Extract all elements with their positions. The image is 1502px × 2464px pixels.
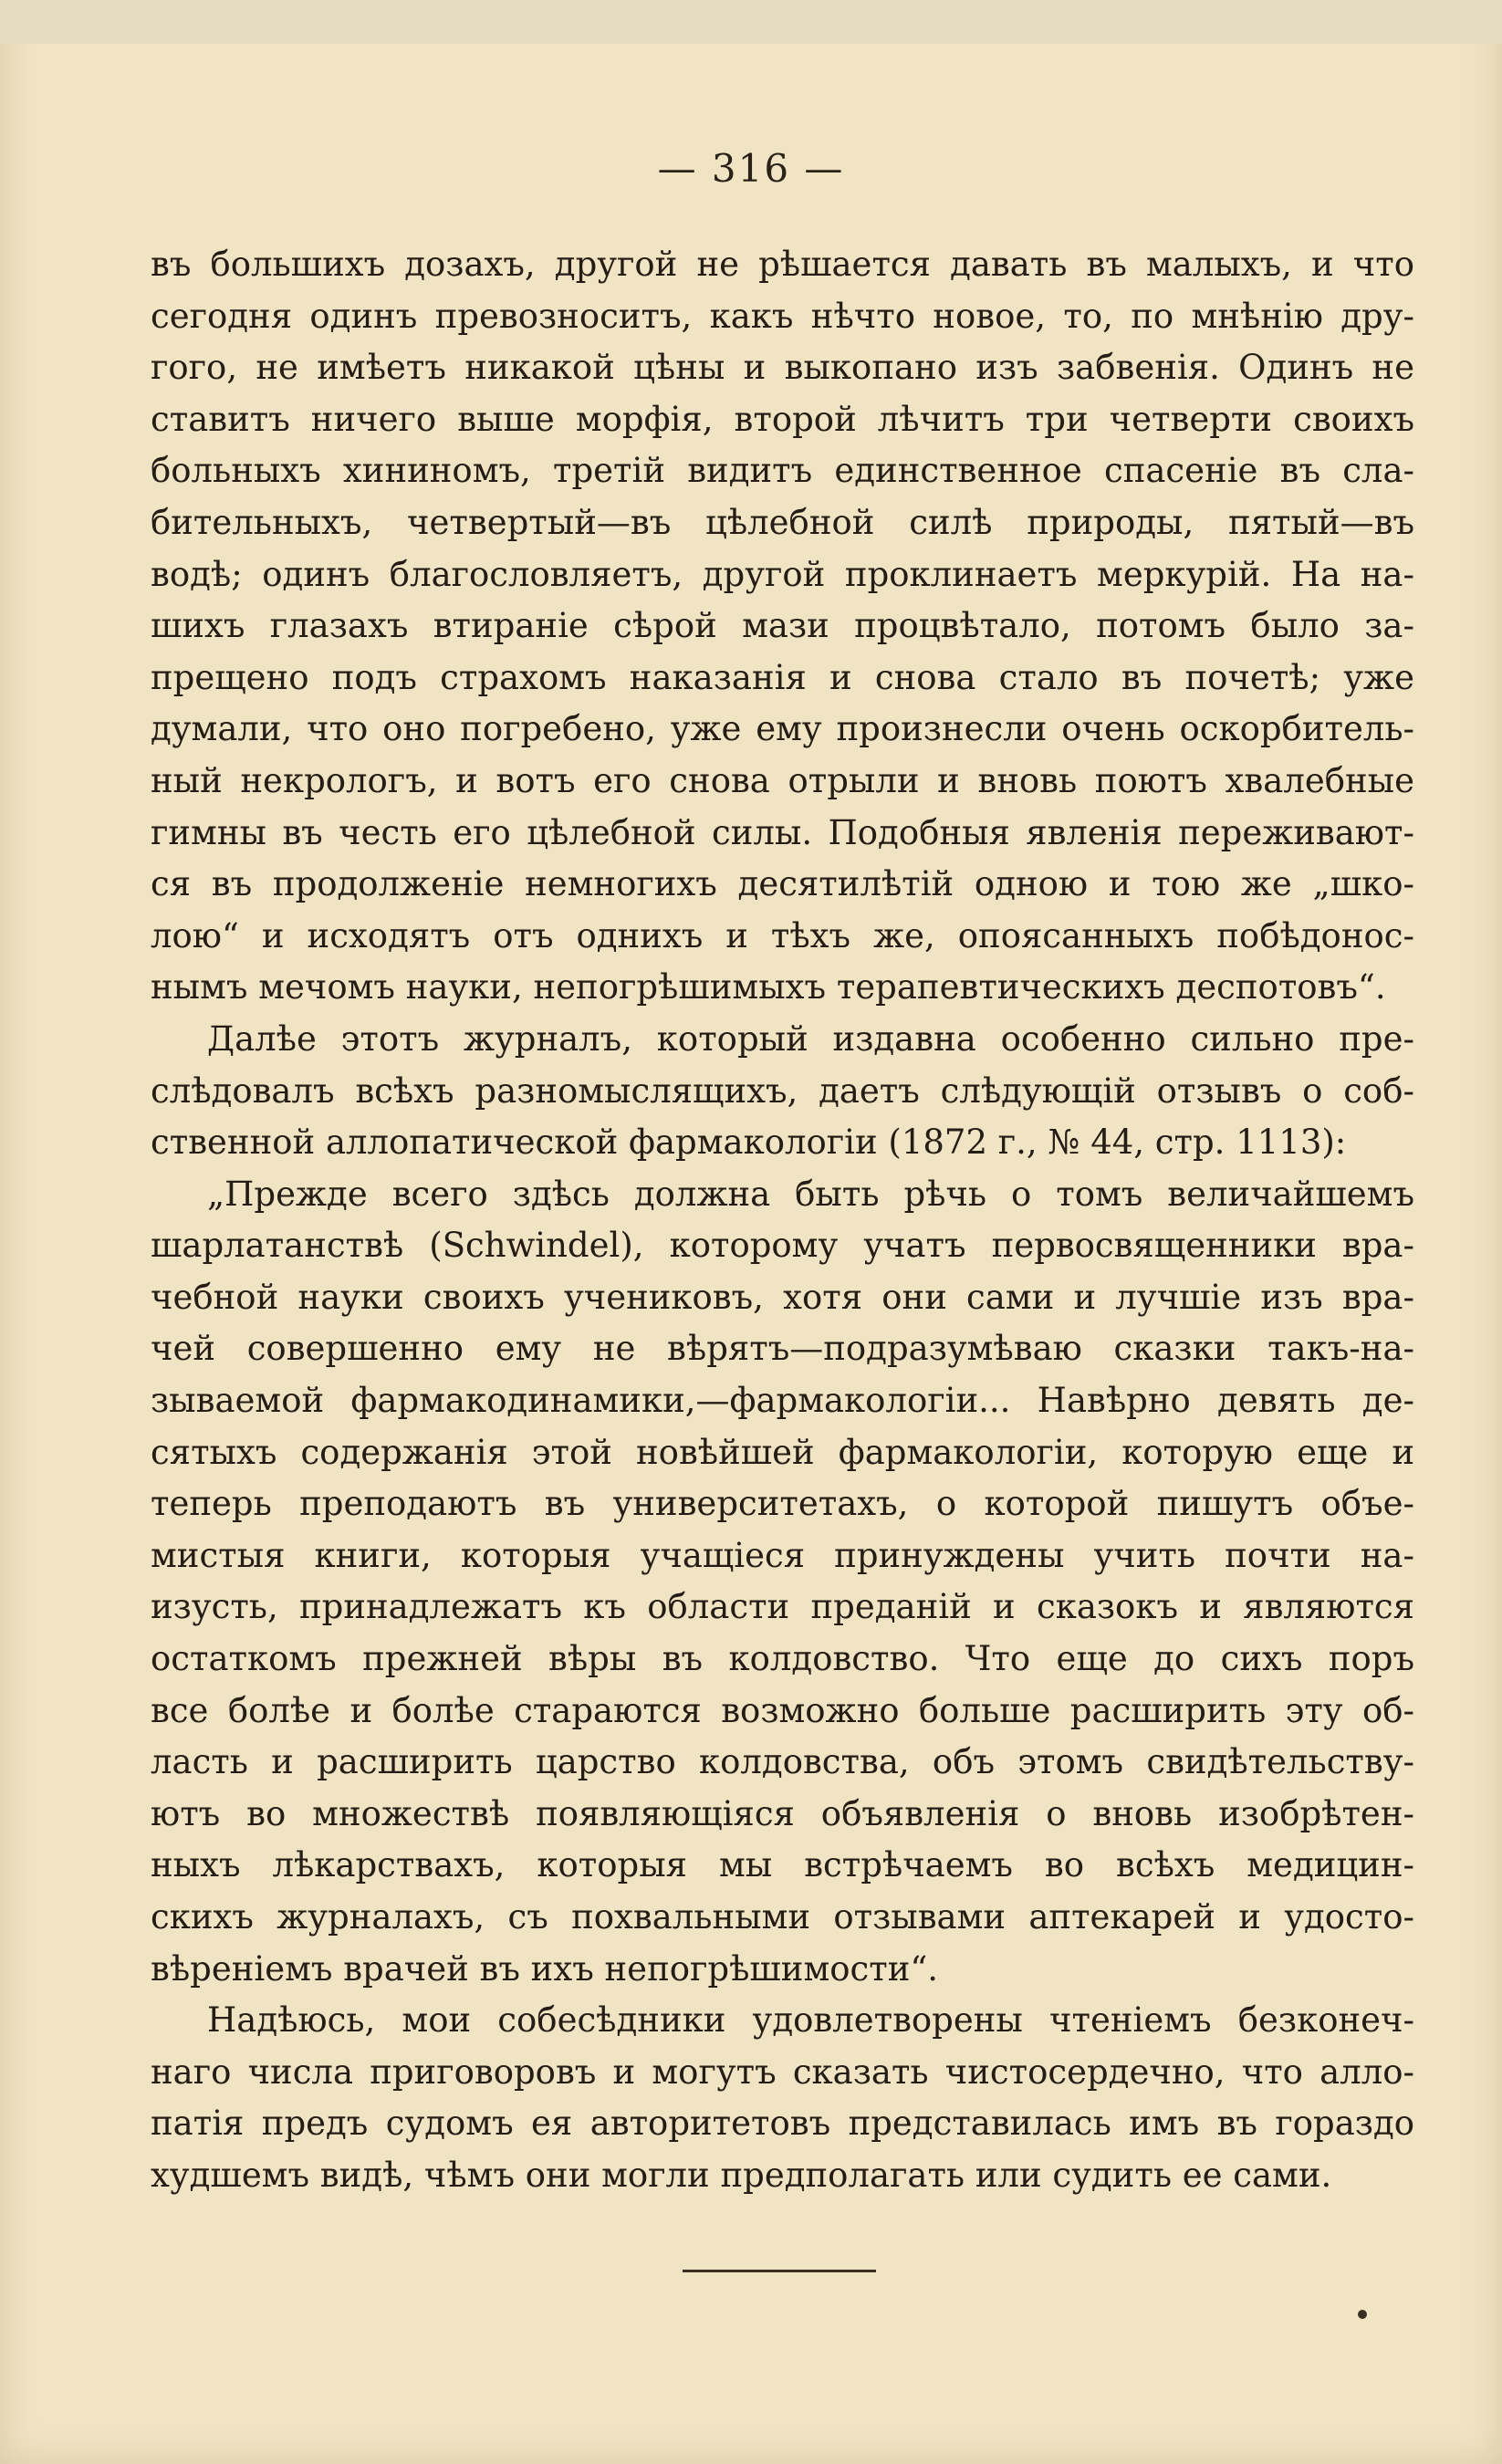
- text-line: лою“ и исходятъ отъ однихъ и тѣхъ же, опоясанныхъ побѣдонос-: [151, 915, 1414, 955]
- text-line: чей совершенно ему не вѣрятъ—подразумѣваю сказки такъ-на-: [151, 1329, 1414, 1369]
- text-line: изусть, принадлежатъ къ области преданій и сказокъ и являются: [151, 1587, 1414, 1627]
- text-line: ный некрологъ, и вотъ его снова отрыли и вновь поютъ хвалебные: [151, 760, 1414, 800]
- text-line: бительныхъ, четвертый—въ цѣлебной силѣ природы, пятый—въ: [151, 502, 1414, 542]
- paragraph-3-quote: [151, 1169, 1414, 1996]
- page-top-margin: [0, 0, 1502, 44]
- text-line: сегодня одинъ превозноситъ, какъ нѣчто новое, то, по мнѣнію дру-: [151, 296, 1414, 336]
- text-line: гимны въ честь его цѣлебной силы. Подобныя явленія переживают-: [151, 812, 1414, 852]
- text-line: слѣдовалъ всѣхъ разномыслящихъ, даетъ слѣдующій отзывъ о соб-: [151, 1070, 1414, 1111]
- text-line: прещено подъ страхомъ наказанія и снова стало въ почетѣ; уже: [151, 657, 1414, 697]
- text-line: думали, что оно погребено, уже ему произнесли очень оскорбитель-: [151, 709, 1414, 749]
- paragraph-1: [151, 239, 1414, 1014]
- text-line: ныхъ лѣкарствахъ, которыя мы встрѣчаемъ во всѣхъ медицин-: [151, 1845, 1414, 1885]
- paragraph-2: [151, 1014, 1414, 1169]
- page-number: — 316 —: [657, 146, 845, 191]
- text-line: теперь преподаютъ въ университетахъ, о которой пишутъ объе-: [151, 1484, 1414, 1524]
- text-line: сятыхъ содержанія этой новѣйшей фармакологіи, которую еще и: [151, 1432, 1414, 1472]
- text-line: шарлатанствѣ (Schwindel), которому учатъ первосвященники вра-: [151, 1226, 1414, 1266]
- text-line: Надѣюсь, мои собесѣдники удовлетворены чтеніемъ безконеч-: [207, 2000, 1414, 2041]
- text-line: ласть и расширить царство колдовства, объ этомъ свидѣтельству-: [151, 1742, 1414, 1782]
- text-line: въ большихъ дозахъ, другой не рѣшается давать въ малыхъ, и что: [151, 245, 1414, 284]
- text-line: ютъ во множествѣ появляющіяся объявленія о вновь изобрѣтен-: [151, 1793, 1414, 1833]
- text-line: ственной аллопатической фармакологіи (1872 г., № 44, стр. 1113):: [151, 1122, 1347, 1163]
- text-line: „Прежде всего здѣсь должна быть рѣчь о томъ величайшемъ: [207, 1174, 1414, 1214]
- text-line: водѣ; одинъ благословляетъ, другой проклинаетъ меркурій. На на-: [151, 554, 1414, 594]
- text-line: ся въ продолженіе немногихъ десятилѣтій одною и тою же „шко-: [151, 864, 1414, 904]
- text-line: нымъ мечомъ науки, непогрѣшимыхъ терапевтическихъ деспотовъ“.: [151, 967, 1386, 1008]
- text-line: худшемъ видѣ, чѣмъ они могли предполагать или судить ее сами.: [151, 2155, 1332, 2195]
- closing-rule: [683, 2270, 876, 2272]
- text-line: ставитъ ничего выше морфія, второй лѣчитъ три четверти своихъ: [151, 399, 1414, 439]
- body-text: [151, 239, 1414, 2202]
- text-line: гого, не имѣетъ никакой цѣны и выкопано изъ забвенія. Одинъ не: [151, 348, 1414, 388]
- text-line: вѣреніемъ врачей въ ихъ непогрѣшимости“.: [151, 1948, 939, 1989]
- paragraph-4: [151, 1995, 1414, 2201]
- text-line: наго числа приговоровъ и могутъ сказать чистосердечно, что алло-: [151, 2052, 1414, 2092]
- text-line: патія предъ судомъ ея авторитетовъ представилась имъ въ гораздо: [151, 2104, 1414, 2144]
- text-line: мистыя книги, которыя учащіеся принуждены учить почти на-: [151, 1535, 1414, 1575]
- text-line: скихъ журналахъ, съ похвальными отзывами аптекарей и удосто-: [151, 1897, 1414, 1937]
- text-line: чебной науки своихъ учениковъ, хотя они сами и лучшіе изъ вра-: [151, 1277, 1414, 1317]
- text-line: больныхъ хининомъ, третій видитъ единственное спасеніе въ сла-: [151, 451, 1414, 491]
- text-line: остаткомъ прежней вѣры въ колдовство. Что еще до сихъ поръ: [151, 1639, 1414, 1679]
- ink-speck: [1358, 2310, 1367, 2319]
- text-line: Далѣе этотъ журналъ, который издавна особенно сильно пре-: [207, 1018, 1414, 1059]
- text-line: зываемой фармакодинамики,—фармакологіи... Навѣрно девять де-: [151, 1381, 1414, 1421]
- text-line: шихъ глазахъ втираніе сѣрой мази процвѣтало, потомъ было за-: [151, 606, 1414, 646]
- text-line: все болѣе и болѣе стараются возможно больше расширить эту об-: [151, 1690, 1414, 1730]
